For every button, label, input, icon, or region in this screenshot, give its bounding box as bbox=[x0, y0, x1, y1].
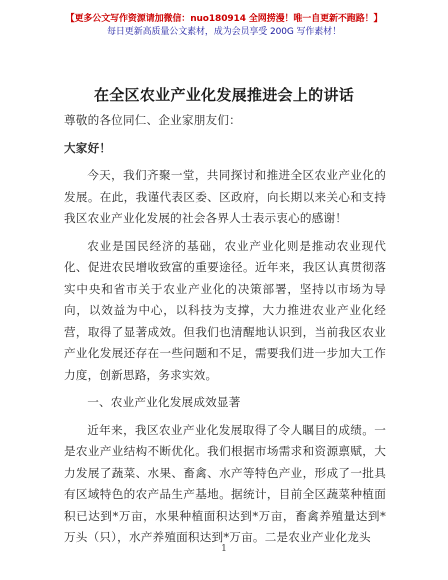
section-heading: 一、农业产业化发展成效显著 bbox=[87, 395, 241, 409]
paragraph-1: 今天，我们齐聚一堂，共同探讨和推进全区农业产业化的发展。在此，我谨代表区委、区政府，向长期以来关心和支持我区农业产业化发展的社会各界人士表示衷心的感谢！ bbox=[64, 168, 386, 225]
promo-banner bbox=[0, 13, 448, 39]
paragraph-2: 农业是国民经济的基础，农业产业化则是推动农业现代化、促进农民增收致富的重要途径。近年来，我区认真贯彻落实中央和省市关于农业产业化的决策部署，坚持以市场为导向，以效益为中心，以科技为支撑，大力推进农业产业化经营，取得了显著成效。但我们也清醒地认识到，当前我区农业产业化发展还存在一些问题和不足，需要我们进一步加大工作力度，创新思路，务求实效。 bbox=[64, 238, 386, 382]
document-title: 在全区农业产业化发展推进会上的讲话 bbox=[93, 86, 355, 104]
document-body bbox=[64, 110, 386, 555]
promo-banner-line-1: 【更多公文写作资源请加微信：nuo180914 全网捞漫！唯一自更新不跑路！】 bbox=[65, 14, 383, 24]
salutation: 尊敬的各位同仁、企业家朋友们： bbox=[64, 113, 241, 127]
promo-banner-line-2: 每日更新高质量公文素材，成为会员享受 200G 写作素材！ bbox=[107, 27, 341, 37]
section-paragraph: 近年来，我区农业产业化发展取得了令人瞩目的成绩。一是农业产业结构不断优化。我们根据市场需求和资源禀赋，大力发展了蔬菜、水果、畜禽、水产等特色产业，形成了一批具有区域特色的农产品生产基地。据统计，目前全区蔬菜种植面积已达到*万亩，水果种植面积达到*万亩，畜禽养殖量达到*万头（只），水产养殖面积达到*万亩。二是农业产业化龙头 bbox=[64, 422, 386, 544]
greeting: 大家好！ bbox=[64, 140, 112, 155]
page-number: 1 bbox=[221, 544, 227, 554]
